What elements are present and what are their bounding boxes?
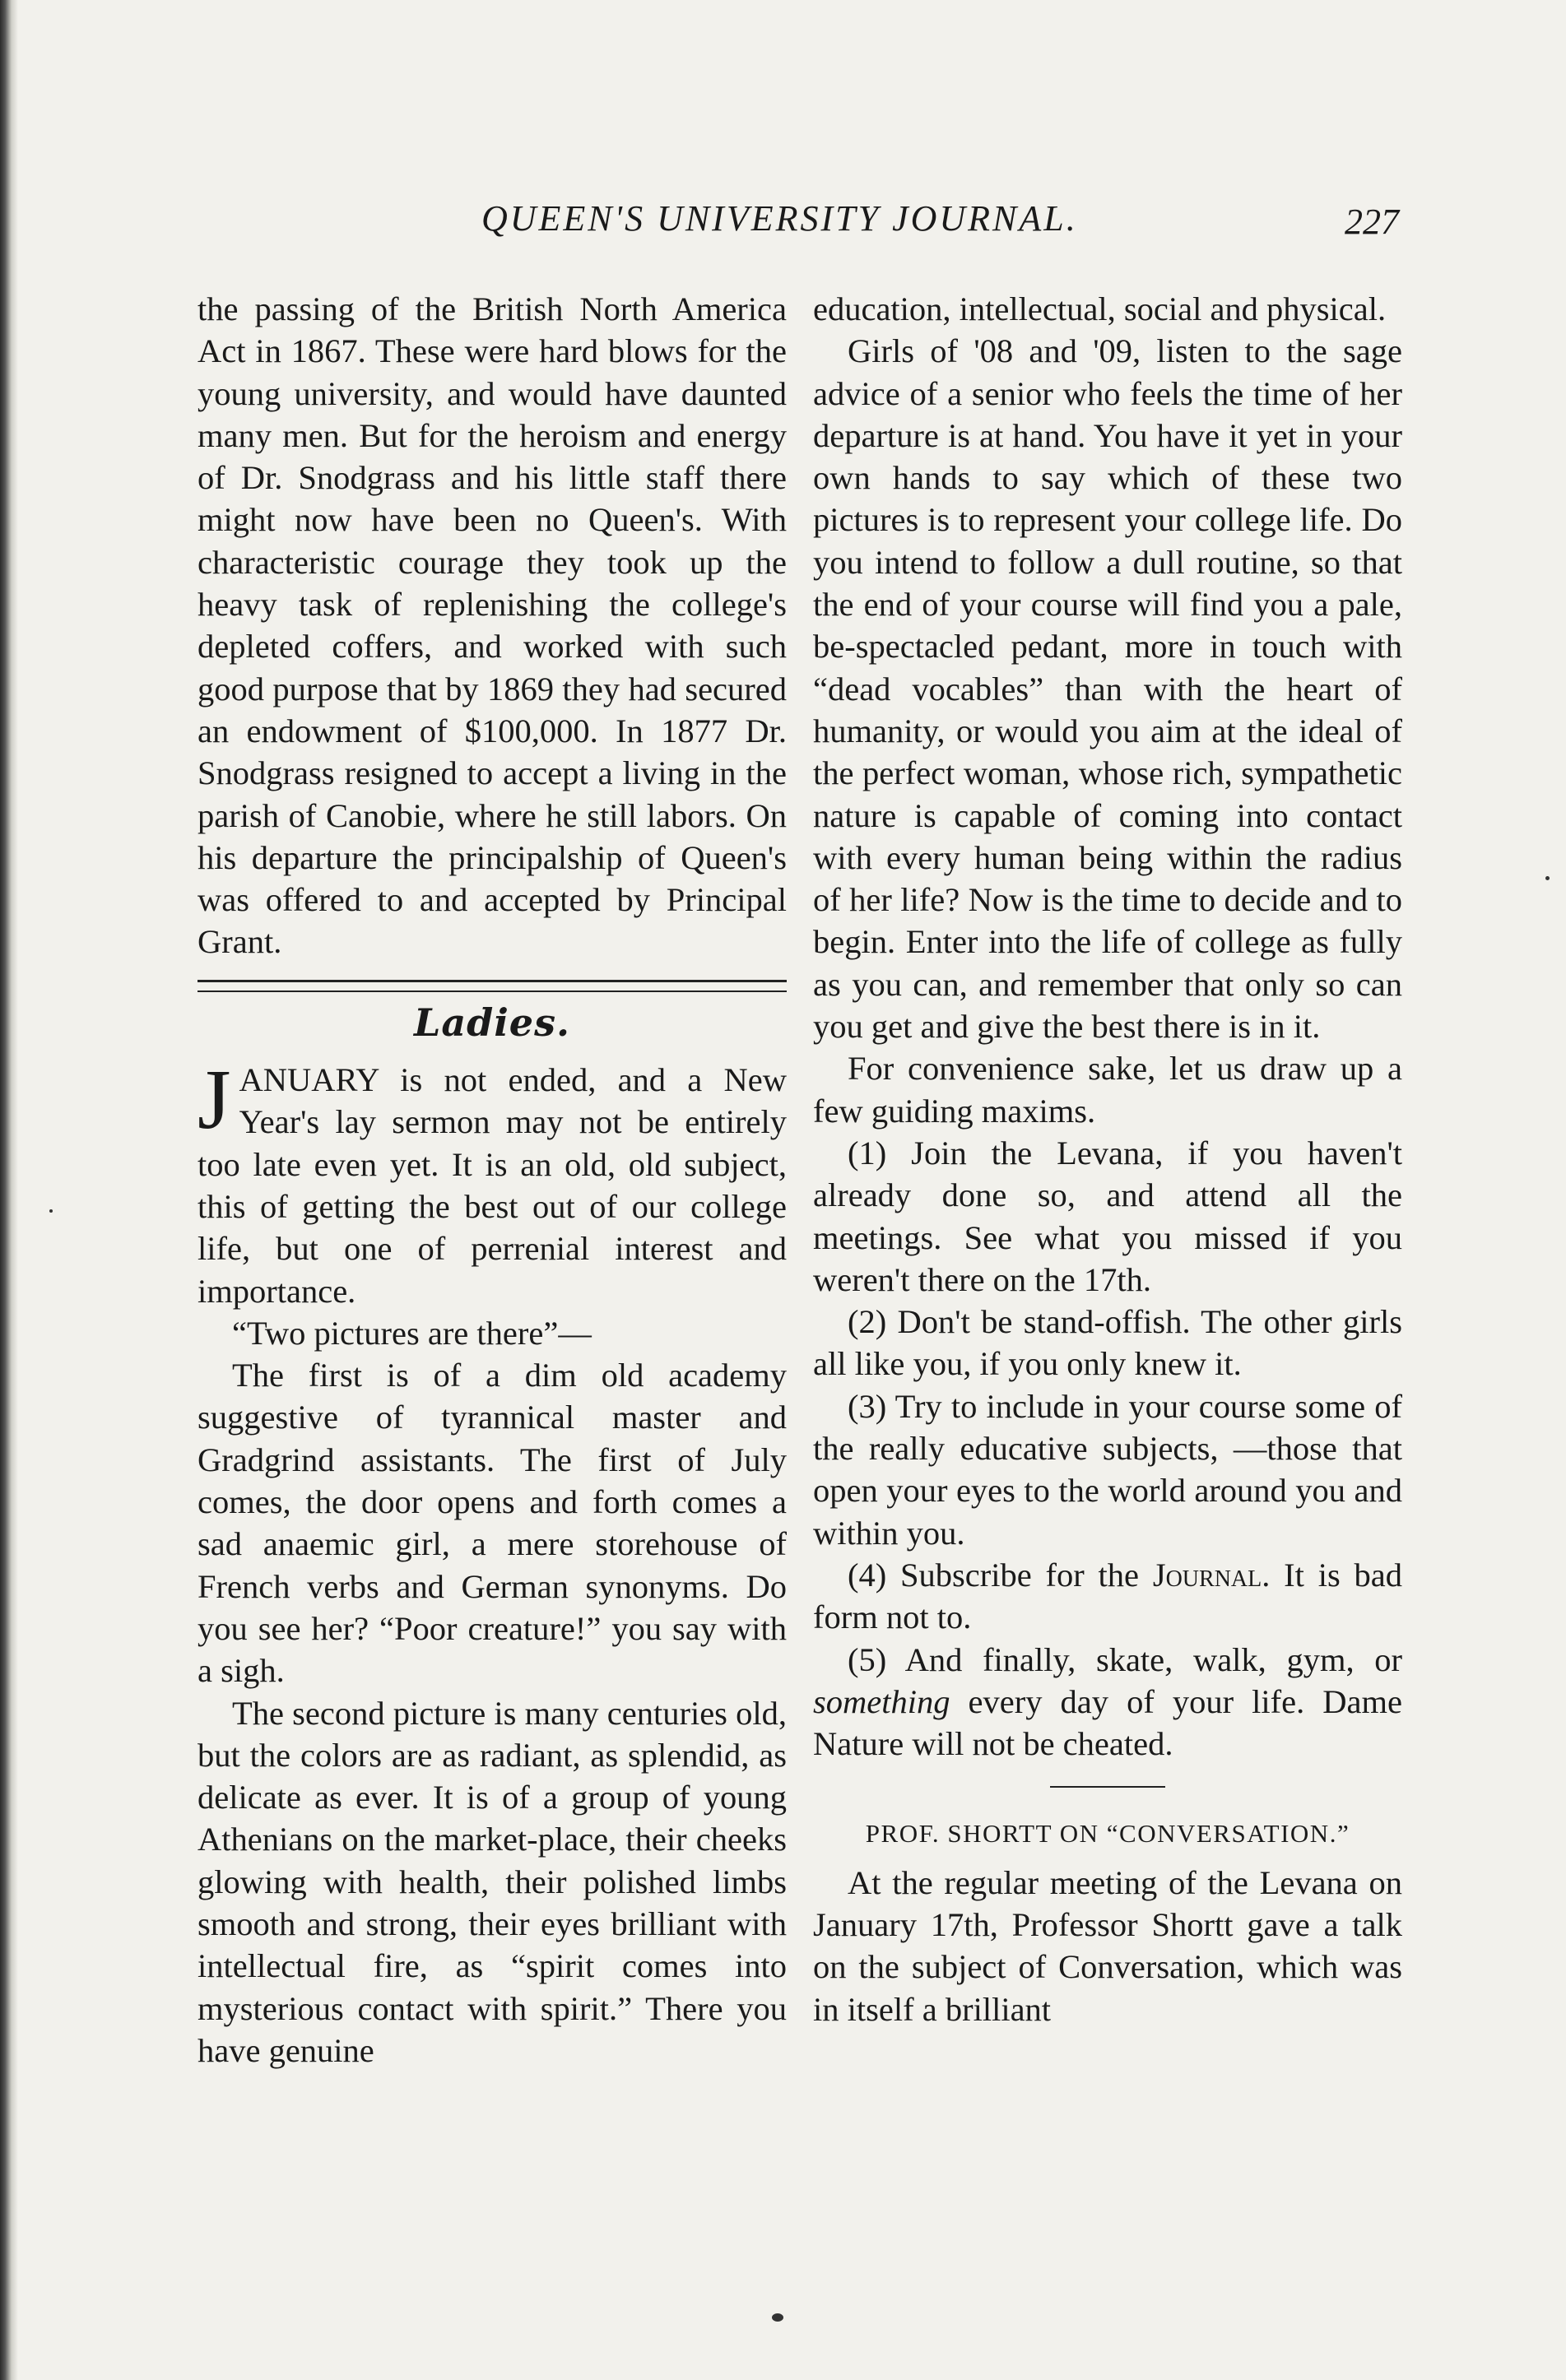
right-column (813, 288, 1402, 2030)
maxim-4 (813, 1554, 1402, 1639)
opening-text: ANUARY is not ended, and a New Year's lay sermon may not be entirely too late even yet. It is an old, old subject, this of getting the best out of our college life, but one of perrenial interest and importance. (197, 1061, 787, 1310)
small-divider (1050, 1786, 1165, 1788)
section-heading: Ladies. (414, 1000, 570, 1045)
maxim-4-end: . It is bad form not to. (813, 1556, 1402, 1636)
maxim-4-journal: Journal (1152, 1556, 1262, 1594)
page-number: 227 (1345, 202, 1399, 242)
continuation-paragraph: education, intellectual, social and physical. (813, 290, 1387, 327)
intro-paragraph: the passing of the British North America Act in 1867. These were hard blows for the young university, and would have daunted many men. But for the heroism and energy of Dr. Snodgrass and his little staff there might now have been no Queen's. With characteristic courage they took up the heavy task of replenishing the college's depleted coffers, and worked with such good purpose that by 1869 they had secured an endowment of $100,000. In 1877 Dr. Snodgrass resigned to accept a living in the parish of Canobie, where he still labors. On his departure the principalship of Queen's was offered to and accepted by Principal Grant. (197, 290, 787, 961)
opening-paragraph (197, 1052, 787, 1312)
quote-line: “Two pictures are there”— (232, 1314, 592, 1352)
page-binding-edge (0, 0, 18, 2380)
ink-speck (49, 1209, 53, 1213)
maxim-5-italic: something (813, 1682, 950, 1720)
shortt-paragraph: At the regular meeting of the Levana on January 17th, Professor Shortt gave a talk on the subject of Conversation, which was in itself a brilliant (813, 1863, 1402, 2028)
first-picture-paragraph: The first is of a dim old academy suggestive of tyrannical master and Gradgrind assistants. The first of July comes, the door opens and forth comes a sad anaemic girl, a mere storehouse of French verbs and German synonyms. Do you see her? “Poor creature!” you say with a sigh. (197, 1357, 787, 1690)
second-picture-paragraph: The second picture is many centuries old, but the colors are as radiant, as splendid, as delicate as ever. It is of a group of young Athenians on the market-place, their cheeks glowing with health, their polished limbs smooth and strong, their eyes brilliant with intellectual fire, as “spirit comes into mysterious contact with spirit.” There you have genuine (197, 1694, 787, 2069)
sub-heading: PROF. SHORTT ON “CONVERSATION.” (865, 1819, 1350, 1849)
maxim-5 (813, 1639, 1402, 1765)
maxim-5-end: every day of your life. Dame Nature will not be cheated. (813, 1682, 1402, 1763)
drop-cap: J (197, 1052, 231, 1148)
section-divider (197, 980, 787, 992)
ink-speck (772, 2313, 783, 2322)
maxim-1: (1) Join the Levana, if you haven't already done so, and attend all the meetings. See what you missed if you weren't there on the 17th. (813, 1134, 1402, 1298)
left-column (197, 288, 787, 2071)
journal-title: QUEEN'S UNIVERSITY JOURNAL. (481, 198, 1078, 239)
maxim-5-start: (5) And finally, skate, walk, gym, or (848, 1640, 1402, 1678)
maxim-4-start: (4) Subscribe for the (848, 1556, 1153, 1594)
ink-speck (1545, 876, 1550, 880)
maxim-2: (2) Don't be stand-offish. The other girls all like you, if you only knew it. (813, 1303, 1402, 1383)
maxim-3: (3) Try to include in your course some of the really educative subjects, —those that open your eyes to the world around you and within you. (813, 1387, 1402, 1552)
advice-paragraph: Girls of '08 and '09, listen to the sage advice of a senior who feels the time of her departure is at hand. You have it yet in your own hands to say which of these two pictures is to represent your college life. Do you intend to follow a dull routine, so that the end of your course will find you a pale, be-spectacled pedant, more in touch with “dead vocables” than with the heart of humanity, or would you aim at the ideal of the perfect woman, whose rich, sympathetic nature is capable of coming into contact with every human being within the radius of her life? Now is the time to decide and to begin. Enter into the life of college as fully as you can, and remember that only so can you get and give the best there is in it. (813, 332, 1402, 1046)
maxims-intro: For convenience sake, let us draw up a few guiding maxims. (813, 1050, 1402, 1130)
running-head (197, 197, 1432, 255)
